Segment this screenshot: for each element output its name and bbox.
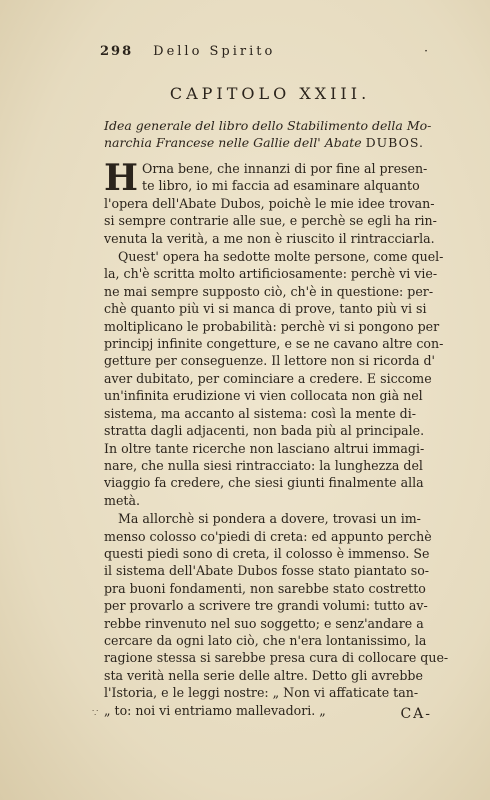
text-line: nare, che nulla siesi rintracciato: la lunghezza del [104,457,423,473]
summary-line-1: Idea generale del libro dello Stabilimento della Mo- [104,118,432,133]
text-line: pra buoni fondamenti, non sarebbe stato costretto [104,580,426,596]
text-line: chè quanto più vi si manca di prove, tanto più vi si [104,301,427,317]
text-line: te libro, io mi faccia ad esaminare alquanto [142,178,420,194]
summary-line-2 [104,134,444,151]
footer-mark: ∵ [92,708,99,719]
chapter-title: CAPITOLO XXIII. [169,84,371,103]
text-line: per provarlo a scrivere tre grandi volumi: tutto av- [104,598,428,614]
page-number: 298 [100,44,134,59]
text-line: questi piedi sono di creta, il colosso è immenso. Se [104,545,430,561]
text-line: In oltre tante ricerche non lasciano altrui immagi- [104,440,425,456]
text-line: l'opera dell'Abate Dubos, poichè le mie idee trovan- [104,195,435,211]
summary-author: DUBOS. [365,135,424,150]
body-text [104,157,449,719]
text-line: sistema, ma accanto al sistema: così la mente di- [104,405,416,421]
text-line: metà. [104,492,140,508]
text-line: l'Istoria, e le leggi nostre: „ Non vi affaticate tan- [104,685,419,701]
text-line: principj infinite congetture, e se ne cavano altre con- [104,336,444,352]
text-line: stratta dagli adjacenti, non bada più al principale. [104,423,425,439]
page-header [100,44,430,59]
text-line: aver dubitato, per cominciare a credere. E siccome [104,370,432,386]
paragraph-3 [104,510,449,719]
paragraph-1 [104,157,446,247]
catchword: CA- [400,706,432,722]
text-line: Quest' opera ha sedotte molte persone, come quel- [118,249,444,265]
header-ornament: · [424,44,430,58]
text-line: Orna bene, che innanzi di por fine al presen- [142,161,428,176]
text-line: la, ch'è scritta molto artificiosamente: perchè vi vie- [104,266,438,282]
text-line: viaggio fa credere, che siesi giunti finalmente alla [104,475,424,491]
chapter-summary [104,117,444,151]
text-line: si sempre contrarie alle sue, e perchè se egli ha rin- [104,213,437,229]
text-line: menso colosso co'piedi di creta: ed appunto perchè [104,528,432,544]
text-line: moltiplicano le probabilità: perchè vi si pongono per [104,318,440,334]
summary-line-2-text: narchia Francese nelle Gallie dell' Abate [104,135,362,150]
text-line: il sistema dell'Abate Dubos fosse stato piantato so- [104,563,430,579]
text-line: ragione stessa si sarebbe presa cura di collocare que- [104,650,449,666]
text-line: sta verità nella serie delle altre. Detto gli avrebbe [104,667,423,683]
running-title: Dello Spirito [153,44,276,59]
text-line: rebbe rinvenuto nel suo soggetto; e senz'andare a [104,615,424,631]
drop-cap: H [104,157,139,199]
text-line: venuta la verità, a me non è riuscito il rintracciarla. [104,230,435,246]
text-line: „ to: noi vi entriamo mallevadori. „ [104,702,326,718]
text-line: cercare da ogni lato ciò, che n'era lontanissimo, la [104,632,427,648]
text-line: Ma allorchè si pondera a dovere, trovasi un im- [118,511,421,527]
text-line: un'infinita erudizione vi vien collocata non già nel [104,388,423,404]
paragraph-2 [104,248,446,509]
text-line: ne mai sempre supposto ciò, ch'è in questione: per- [104,283,434,299]
text-line: getture per conseguenze. Il lettore non si ricorda d' [104,353,436,369]
